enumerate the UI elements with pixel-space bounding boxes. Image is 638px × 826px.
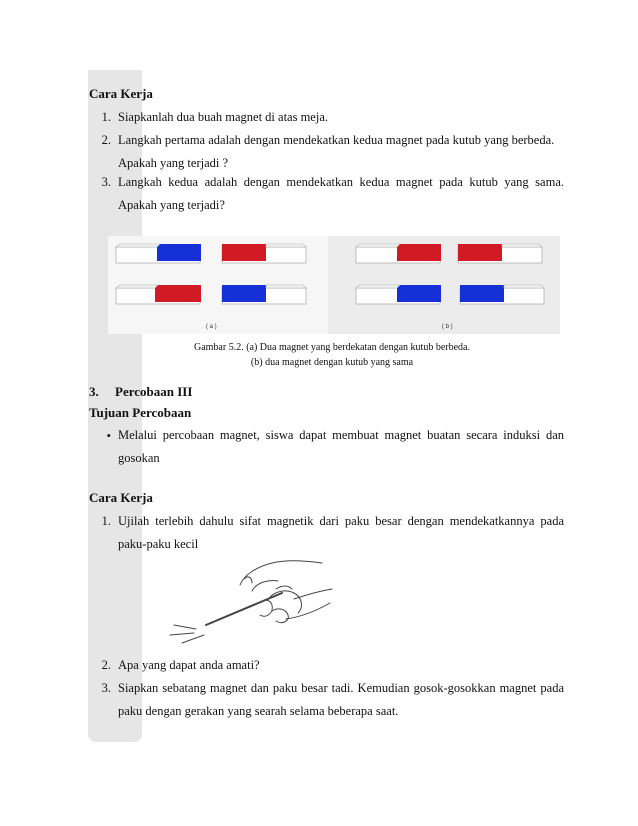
bullet-text-continued: gosokan — [118, 451, 160, 465]
list-text: Ujilah terlebih dahulu sifat magnetik dari paku besar dengan mendekatkannya pada — [118, 514, 564, 528]
magnet-b2 — [458, 244, 542, 263]
magnet-a1 — [116, 244, 201, 263]
list-item — [89, 174, 564, 214]
figure-label-a: ( a ) — [206, 324, 217, 330]
figure-caption-line2: (b) dua magnet dengan kutub yang sama — [250, 357, 414, 368]
figure-caption-line1: Gambar 5.2. (a) Dua magnet yang berdekatan dengan kutub berbeda. — [193, 342, 470, 353]
list-item — [89, 680, 564, 720]
section-heading-cara-kerja: Cara Kerja — [89, 86, 153, 101]
list-text: Langkah kedua adalah dengan mendekatkan kedua magnet pada kutub yang sama. — [118, 175, 564, 189]
list-text-continued: Apakah yang terjadi ? — [118, 156, 229, 170]
magnet-b4 — [460, 285, 544, 304]
magnet-b1 — [356, 244, 441, 263]
list-text-continued: paku-paku kecil — [118, 537, 199, 551]
section-heading-cara-kerja-2: Cara Kerja — [89, 490, 153, 505]
bullet-item — [89, 427, 564, 467]
list-number: 3. — [101, 175, 111, 189]
list-text: Siapkan sebatang magnet dan paku besar tadi. Kemudian gosok-gosokkan magnet pada — [118, 681, 564, 695]
list-text: Langkah pertama adalah dengan mendekatkan kedua magnet pada kutub yang berbeda. — [118, 133, 555, 147]
magnet-a3 — [116, 285, 201, 304]
list-number: 1. — [101, 514, 111, 528]
list-text-continued: paku dengan gerakan yang searah selama beberapa saat. — [118, 704, 399, 718]
list-text-continued: Apakah yang terjadi? — [118, 198, 225, 212]
magnet-b3 — [356, 285, 441, 304]
magnet-a4 — [222, 285, 306, 304]
list-item — [89, 132, 564, 172]
list-number: 2. — [101, 658, 111, 672]
magnet-a2 — [222, 244, 306, 263]
list-text: Apa yang dapat anda amati? — [118, 658, 260, 672]
magnet-figure — [108, 236, 560, 336]
list-number: 1. — [101, 110, 111, 124]
section-heading-tujuan: Tujuan Percobaan — [89, 405, 192, 420]
bullet-text: Melalui percobaan magnet, siswa dapat membuat magnet buatan secara induksi dan — [118, 428, 564, 442]
bullet-dot-icon: • — [106, 428, 111, 443]
section-number: 3. — [89, 384, 99, 399]
list-item — [89, 513, 564, 553]
hand-nail-sketch — [160, 555, 340, 647]
section-title-percobaan: Percobaan III — [115, 384, 193, 399]
list-number: 3. — [101, 681, 111, 695]
nail-line — [206, 593, 282, 625]
figure-label-b: ( b ) — [442, 324, 453, 330]
list-number: 2. — [101, 133, 111, 147]
list-text: Siapkanlah dua buah magnet di atas meja. — [118, 110, 329, 124]
